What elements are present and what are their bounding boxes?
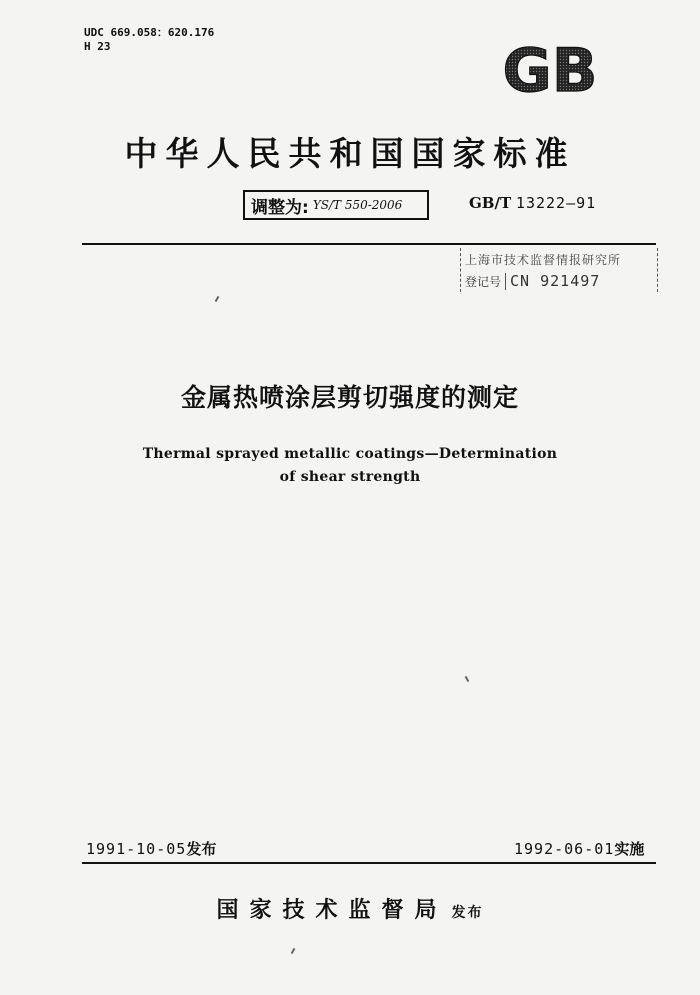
- category-code: H 23: [84, 40, 111, 53]
- publisher-org: 国家技术监督局: [216, 897, 448, 923]
- issue-date: [86, 838, 216, 859]
- adjustment-box: [243, 190, 429, 220]
- implementation-date-value: 1992-06-01: [514, 840, 615, 858]
- scan-speck: [291, 948, 296, 954]
- implementation-date: [514, 838, 644, 859]
- title-en-line-2: of shear strength: [279, 469, 421, 485]
- issue-date-suffix: 发布: [186, 840, 217, 858]
- stamp-registration-code: CN 921497: [510, 272, 601, 290]
- udc-code: UDC 669.058：620.176: [84, 26, 215, 39]
- registration-stamp: [460, 248, 658, 292]
- adjustment-label: 调整为:: [251, 197, 309, 218]
- standard-code: 13222—91: [515, 194, 597, 212]
- stamp-institute: 上海市技术监督情报研究所: [465, 253, 622, 267]
- publisher-action: 发布: [451, 905, 484, 921]
- implementation-date-suffix: 实施: [614, 840, 645, 858]
- classification-codes: [84, 26, 214, 54]
- document-title-zh: 金属热喷涂层剪切强度的测定: [180, 383, 519, 412]
- stamp-label: 登记号: [465, 273, 506, 290]
- gb-logo-text: GB: [502, 40, 598, 96]
- gb-logo: [487, 40, 613, 96]
- scan-speck: [215, 296, 220, 302]
- publisher: [0, 893, 700, 924]
- issue-date-value: 1991-10-05: [86, 840, 187, 858]
- title-en-line-1: Thermal sprayed metallic coatings—Determination: [142, 446, 558, 462]
- national-standard-title: 中华人民共和国国家标准: [124, 134, 576, 173]
- adjustment-value: YS/T 550-2006: [312, 198, 403, 212]
- standard-prefix: GB/T: [469, 194, 512, 212]
- standard-number: [469, 194, 596, 212]
- scan-speck: [465, 676, 470, 682]
- header-divider: [82, 243, 656, 245]
- footer-divider: [82, 862, 656, 864]
- document-title-en: [0, 443, 700, 489]
